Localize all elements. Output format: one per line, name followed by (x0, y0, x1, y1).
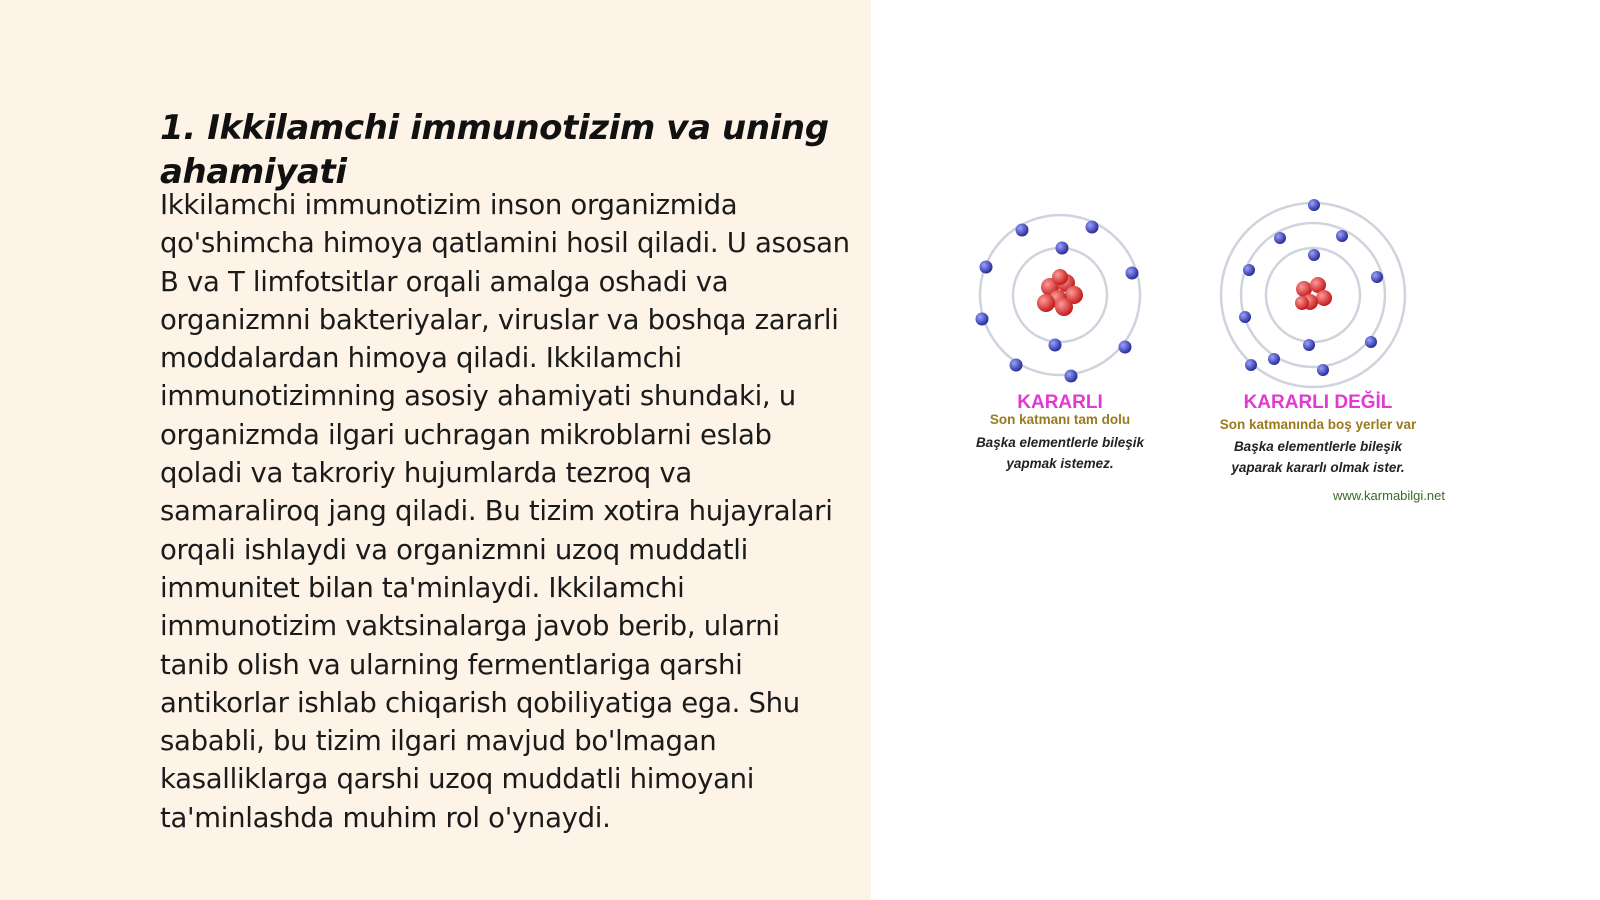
unstable-atom-title: KARARLI DEĞİL (1243, 392, 1393, 413)
nucleus (1037, 269, 1083, 316)
unstable-atom-diagram (1221, 199, 1405, 387)
stable-atom-subtitle: Son katmanı tam dolu (989, 412, 1131, 427)
stable-atom-diagram (976, 215, 1141, 383)
nucleus (1295, 277, 1332, 310)
unstable-atom-caption-2: yaparak kararlı olmak ister. (1231, 460, 1405, 475)
slide-title: 1. Ikkilamchi immunotizim va uning ahamiyati (160, 108, 829, 192)
stable-atom-caption-2: yapmak istemez. (1006, 456, 1114, 471)
stable-atom-title: KARARLI (1017, 392, 1103, 413)
unstable-atom-subtitle: Son katmanında boş yerler var (1219, 417, 1417, 432)
atom-stability-figure (940, 195, 1460, 515)
stable-atom-caption-1: Başka elementlerle bileşik (975, 435, 1145, 450)
figure-watermark: www.karmabilgi.net (1333, 488, 1445, 503)
unstable-atom-caption-1: Başka elementlerle bileşik (1233, 439, 1403, 454)
slide-body-text: Ikkilamchi immunotizim inson organizmida qo'shimcha himoya qatlamini hosil qiladi. U asosan B va T limfotsitlar orqali amalga oshadi va organizmni bakteriyalar, viruslar va boshqa zararli moddalardan himoya qiladi. Ikkilamchi immunotizimning asosiy ahamiyati shundaki, u organizmda ilgari uchragan mikroblarni eslab qoladi va takroriy hujumlarda tezroq va samaraliroq jang qiladi. Bu tizim xotira hujayralari orqali ishlaydi va organizmni uzoq muddatli immunitet bilan ta'minlaydi. Ikkilamchi immunotizim vaktsinalarga javob berib, ularni tanib olish va ularning fermentlariga qarshi antikorlar ishlab chiqarish qobiliyatiga ega. Shu sababli, bu tizim ilgari mavjud bo'lmagan kasalliklarga qarshi uzoq muddatli himoyani ta'minlashda muhim rol o'ynaydi. (160, 189, 850, 834)
